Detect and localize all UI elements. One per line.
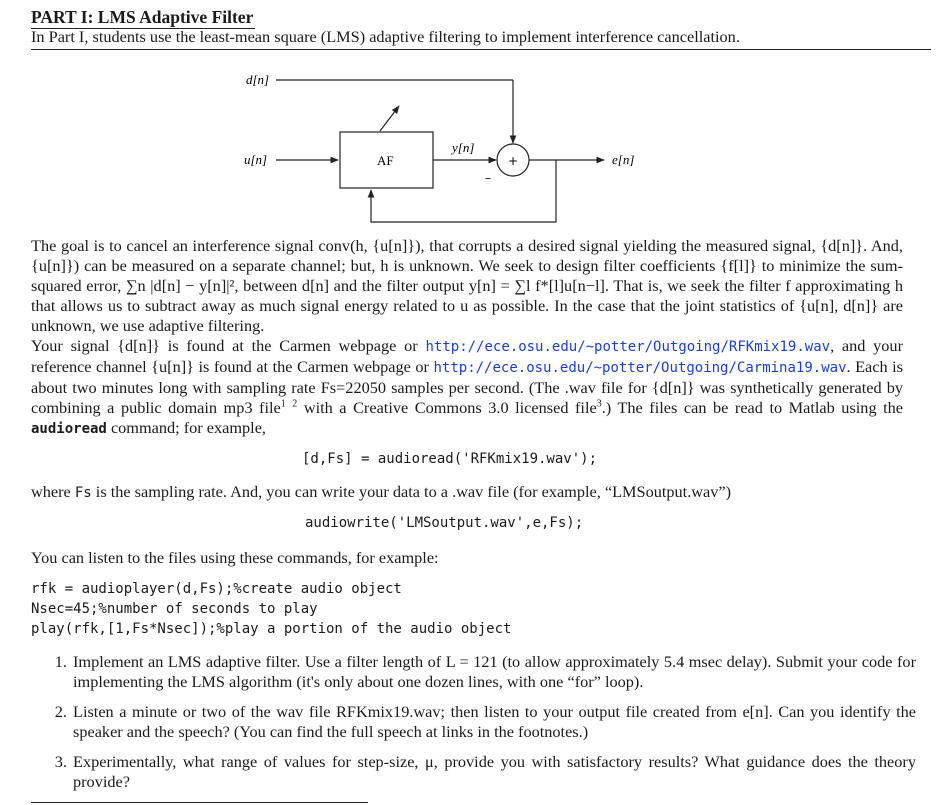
signal-d-text: Your signal {d[n]} is found at the Carmen webpage or [31,336,418,355]
listen-paragraph: You can listen to the files using these commands, for example: [31,548,439,567]
duration-text: . Each is about two minutes long with sampling rate Fs=22050 samples per second. (The .wav file for {d[n]} was synthetically generated by combining a public domain mp3 file [31,357,903,417]
u-signal-label: u[n] [244,152,268,167]
code-audioread: [d,Fs] = audioread('RFKmix19.wav'); [302,451,598,467]
footnote-3-ref[interactable]: 3 [596,398,602,410]
code-line: rfk = audioplayer(d,Fs);%create audio object [31,581,402,597]
question-item: 2. Listen a minute or two of the wav file RFKmix19.wav; then listen to your output file created from e[n]. Can you identify the speaker and the speech? (You can find the full speech at links in the footnotes.) [71,702,916,742]
question-list [30,652,916,802]
goal-text: The goal is to cancel an interference signal conv(h, {u[n]}), that corrupts a desired signal yielding the measured signal, {d[n]}. And, {u[n]}) can be measured on a separate channel; but, h is unknown. We seek to design filter coefficients {f[l]} to minimize the sum-squared error, ∑n |d[n] − y[n]|², between d[n] and the filter output y[n] = ∑l f*[l]u[n−l]. That is, we seek the filter f approximating h that allows us to subtract away as much signal energy related to u as possible. In the case that the joint statistics of {u[n], d[n]} are unknown, we use adaptive filtering. [31,236,903,335]
fs-paragraph [31,482,903,503]
footnote-1-ref[interactable]: 1 [280,398,286,410]
fs-text: where [31,482,71,501]
question-item: 1. Implement an LMS adaptive filter. Use a filter length of L = 121 (to allow approximately 5.4 msec delay). Submit your code for implementing the LMS algorithm (it's only about one dozen lines, with one “for” loop). [71,652,916,692]
signal-u-link[interactable]: http://ece.osu.edu/~potter/Outgoing/Carmina19.wav [433,360,847,376]
read-text: .) The files can be read to Matlab using the [601,398,904,417]
fs-variable: Fs [74,485,92,501]
footnote-2-ref[interactable]: 2 [292,398,298,410]
code-line: Nsec=45;%number of seconds to play [31,601,318,617]
section-intro: In Part I, students use the least-mean square (LMS) adaptive filtering to implement interference cancellation. [31,27,931,50]
signal-d-link[interactable]: http://ece.osu.edu/~potter/Outgoing/RFKmix19.wav [425,339,831,355]
code-line: play(rfk,[1,Fs*Nsec]);%play a portion of the audio object [31,621,512,637]
fs-suffix: is the sampling rate. And, you can write your data to a .wav file (for example, “LMSoutput.wav”) [95,482,732,501]
plus-sign: + [508,154,519,168]
code-audiowrite: audiowrite('LMSoutput.wav',e,Fs); [305,515,584,531]
section-title: PART I: LMS Adaptive Filter [31,7,254,27]
cc-text: with a Creative Commons 3.0 licensed file [303,398,597,417]
e-signal-label: e[n] [612,152,635,167]
read-suffix: command; for example, [110,418,267,437]
question-item: 3. Experimentally, what range of values for step-size, μ, provide you with satisfactory results? What guidance does the theory provide? [71,752,916,792]
audioread-command: audioread [31,421,107,437]
y-signal-label: y[n] [452,140,475,155]
lms-block-diagram [240,68,660,228]
signal-u-text: , and your reference channel {u[n]} is found at the Carmen webpage or [31,336,903,376]
footnote-divider [31,802,368,803]
goal-paragraph [31,236,903,439]
adaptive-filter-label: AF [377,153,394,168]
adaptation-arrow [380,106,399,131]
code-listen-block [31,579,511,639]
d-signal-label: d[n] [246,72,270,87]
minus-sign: – [485,171,491,185]
